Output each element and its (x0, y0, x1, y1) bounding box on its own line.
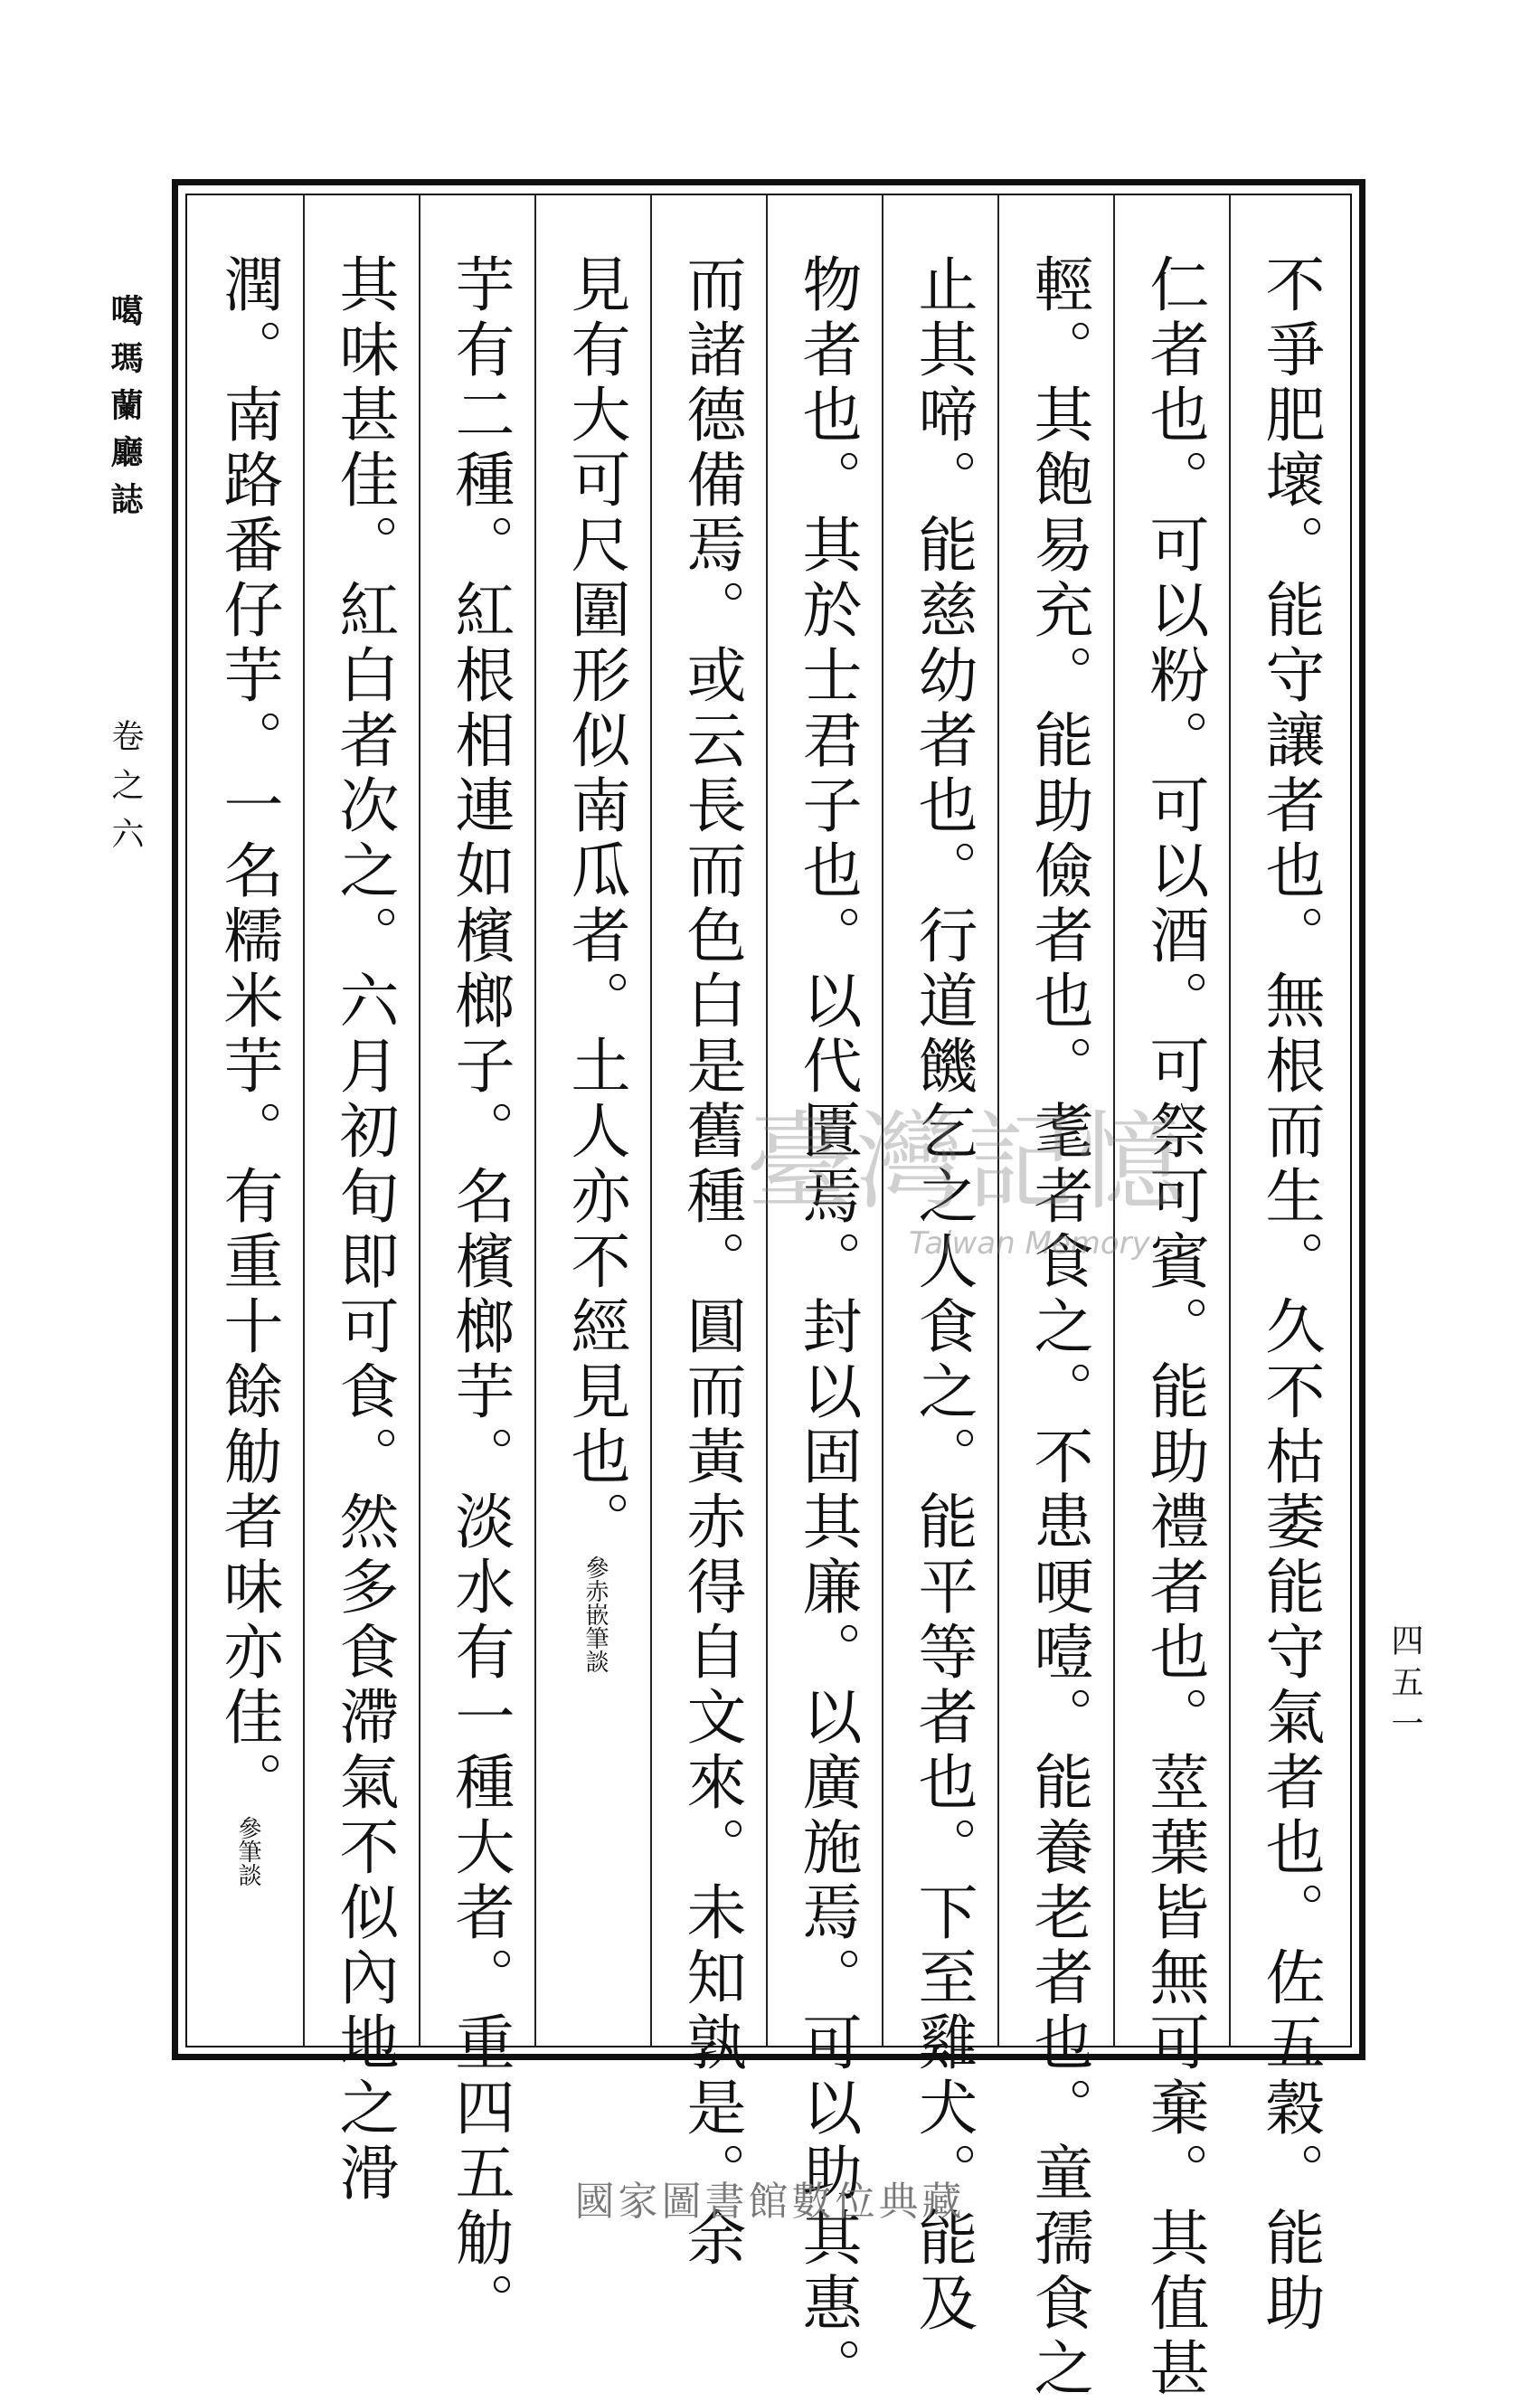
column-text: 輕。其飽易充。能助儉者也。耄者食之。不患哽噎。能養老者也。童孺食之 (1024, 253, 1093, 2402)
text-column-10 (197, 253, 298, 2044)
text-column-8 (429, 253, 530, 2337)
column-text: 其味甚佳。紅白者次之。六月初旬即可食。然多食滯氣不似內地之滑 (329, 253, 399, 2207)
column-rule (303, 194, 305, 2047)
column-text: 潤。南路番仔芋。一名糯米芋。有重十餘觔者味亦佳。 (213, 253, 283, 1816)
margin-book-title: 噶瑪蘭廳誌 (106, 294, 144, 529)
column-text: 止其啼。能慈幼者也。行道饑乞之人食之。能平等者也。下至雞犬。能及 (908, 253, 978, 2337)
column-text: 物者也。其於士君子也。以代匱焉。封以固其廉。以廣施焉。可以助其惠。 (792, 253, 862, 2402)
column-rule (534, 194, 536, 2047)
column-text: 芋有二種。紅根相連如檳榔子。名檳榔芋。淡水有一種大者。重四五觔。 (445, 253, 515, 2337)
column-text: 不爭肥壞。能守讓者也。無根而生。久不枯萎能守氣者也。佐五穀。能助 (1255, 253, 1325, 2337)
text-column-7 (544, 253, 646, 2044)
column-text: 仁者也。可以粉。可以酒。可祭可賓。能助禮者也。莖葉皆無可棄。其值甚 (1139, 253, 1209, 2402)
column-rule (1229, 194, 1231, 2047)
margin-page-number: 四五一 (1386, 1623, 1423, 1748)
column-rule (419, 194, 420, 2047)
column-text: 見有大可尺圍形似南瓜者。土人亦不經見也。 (561, 253, 630, 1556)
column-text: 而諸德備焉。或云長而色白是舊種。圓而黃赤得自文來。未知孰是。余 (676, 253, 746, 2272)
column-note: 參赤嵌筆談 (581, 1556, 609, 1673)
column-rule (650, 194, 652, 2047)
column-note: 參筆談 (234, 1816, 261, 1887)
text-column-1 (1239, 253, 1340, 2337)
watermark-subtitle: Taiwan Memory (909, 1225, 1150, 1262)
margin-volume: 卷之六 (107, 719, 144, 865)
watermark-logo: 臺灣記憶 (746, 1100, 1188, 1225)
text-column-9 (313, 253, 414, 2207)
footer-credit: 國家圖書館數位典藏 (574, 2179, 966, 2225)
